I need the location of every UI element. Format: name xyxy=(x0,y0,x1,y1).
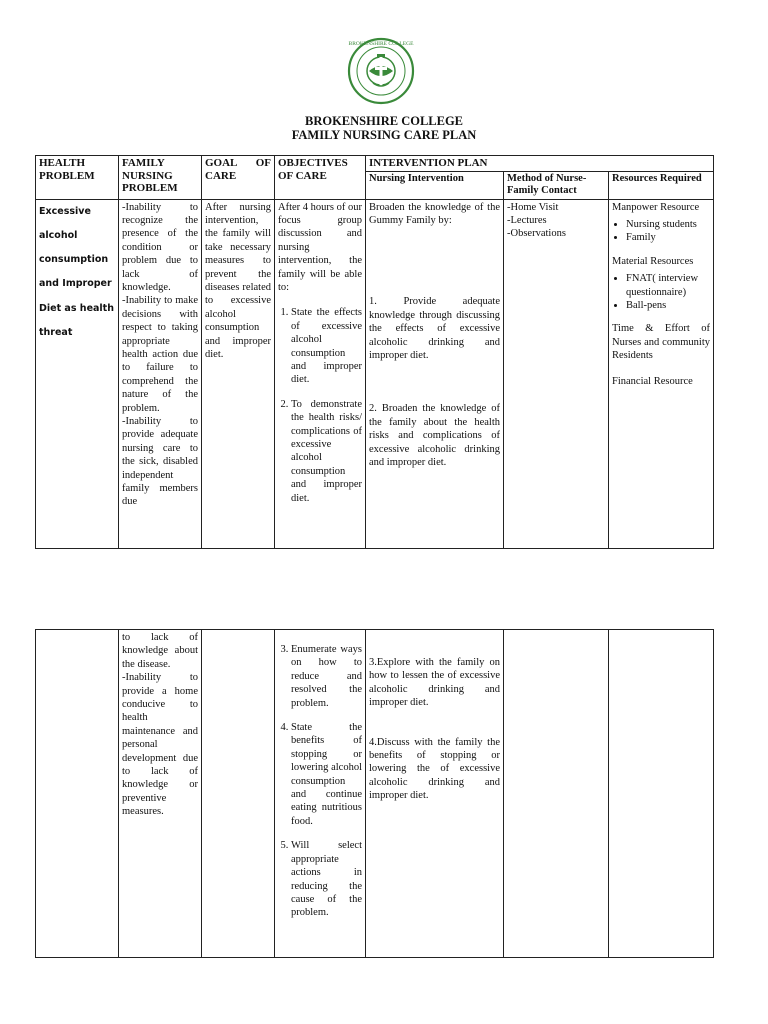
care-plan-table-page-1 xyxy=(35,155,714,549)
health-problem-line: Excessive xyxy=(39,205,91,217)
header-family-nursing-problem: FAMILY NURSING PROBLEM xyxy=(119,156,202,200)
header-objectives-of-care: OBJECTIVES OF CARE xyxy=(275,156,366,200)
objective-item: 2. To demonstrate the health risks/ complications of excessive alcohol consumption and improper diet. xyxy=(291,398,362,505)
college-name: BROKENSHIRE COLLEGE xyxy=(304,114,464,128)
resource-item: • Ball-pens xyxy=(626,299,710,312)
objective-item: 1. State the effects of excessive alcohol consumption and improper diet. xyxy=(291,306,362,386)
material-list xyxy=(612,272,710,312)
health-problem-line: threat xyxy=(39,326,73,338)
document-title: FAMILY NURSING CARE PLAN xyxy=(291,128,477,142)
objective-item: 5. Will select appropriate actions in reducing the cause of the problem. xyxy=(291,839,362,919)
goal-of-care-cell: After nursing intervention, the family will take necessary measures to prevent the diseases related to excessive alcohol consumption and improper diet. xyxy=(202,199,275,548)
objectives-cell-cont xyxy=(275,630,366,958)
resource-item: • Nursing students xyxy=(626,218,710,231)
health-problem-cell xyxy=(36,199,119,548)
resource-heading: Financial Resource xyxy=(612,375,693,387)
method-of-contact-cell xyxy=(504,199,609,548)
health-problem-line: Diet as health xyxy=(39,302,114,314)
method-item: -Home Visit xyxy=(507,201,559,213)
resources-cell-cont xyxy=(609,630,714,958)
health-problem-line: consumption xyxy=(39,254,109,266)
objectives-intro: After 4 hours of our focus group discussion and nursing intervention, the family will be able to: xyxy=(278,201,362,293)
problem-item: -Inability to provide adequate nursing care to the sick, disabled independent family members due xyxy=(122,416,198,508)
nursing-intervention-cell-cont xyxy=(366,630,504,958)
resource-heading: Material Resources xyxy=(612,255,694,267)
resource-item: • Family xyxy=(626,231,710,244)
resource-heading: Manpower Resource xyxy=(612,201,700,213)
header-health-problem: HEALTH PROBLEM xyxy=(36,156,119,200)
problem-item: to lack of knowledge about the disease. xyxy=(122,632,198,670)
problem-item: -Inability to provide a home conducive to health maintenance and personal development due to lack of knowledge or preventive measures. xyxy=(122,672,198,818)
nursing-intervention-cell xyxy=(366,199,504,548)
health-problem-line: alcohol xyxy=(39,229,78,241)
header-resources-required: Resources Required xyxy=(609,171,714,199)
problem-item: -Inability to make decisions with respect to taking appropriate health action due to failure to comprehend the nature of the problem. xyxy=(122,295,198,414)
intervention-item: 2. Broaden the knowledge of the family about the health risks and complications of excessive alcoholic drinking and improper diet. xyxy=(369,403,500,468)
document-heading xyxy=(0,114,768,142)
health-problem-cell-cont xyxy=(36,630,119,958)
method-item: -Observations xyxy=(507,228,566,240)
header-goal-of-care: GOAL OF CARE xyxy=(202,156,275,200)
intervention-item: 4.Discuss with the family the benefits of stopping or lowering the of excessive alcoholic drinking and improper diet. xyxy=(369,736,500,802)
college-seal-logo xyxy=(347,37,415,105)
svg-text:BROKENSHIRE COLLEGE: BROKENSHIRE COLLEGE xyxy=(348,41,414,47)
header-method-of-contact: Method of Nurse-Family Contact xyxy=(504,171,609,199)
intervention-item: 3.Explore with the family on how to lessen the of excessive alcoholic drinking and improper diet. xyxy=(369,657,500,709)
resource-heading: Time & Effort of Nurses and community Residents xyxy=(612,323,711,362)
header-intervention-plan: INTERVENTION PLAN xyxy=(366,156,714,172)
goal-of-care-cell-cont xyxy=(202,630,275,958)
intervention-intro: Broaden the knowledge of the Gummy Family by: xyxy=(369,201,500,226)
method-of-contact-cell-cont xyxy=(504,630,609,958)
care-plan-table-page-2 xyxy=(35,629,714,958)
resource-item: • FNAT( interview questionnaire) xyxy=(626,272,710,299)
objectives-list xyxy=(278,306,362,505)
family-nursing-problem-cell xyxy=(119,199,202,548)
family-nursing-problem-cell-cont xyxy=(119,630,202,958)
objectives-list-cont xyxy=(278,643,362,920)
resources-cell xyxy=(609,199,714,548)
manpower-list xyxy=(612,218,710,245)
objectives-cell xyxy=(275,199,366,548)
objective-item: 3. Enumerate ways on how to reduce and resolved the problem. xyxy=(291,643,362,710)
health-problem-line: and Improper xyxy=(39,278,112,290)
intervention-item: 1. Provide adequate knowledge through discussing the effects of excessive alcoholic drinking and improper diet. xyxy=(369,296,500,361)
problem-item: -Inability to recognize the presence of the condition or problem due to lack of knowledge. xyxy=(122,201,198,293)
header-nursing-intervention: Nursing Intervention xyxy=(366,171,504,199)
objective-item: 4. State the benefits of stopping or lowering alcohol consumption and continue eating nutritious food. xyxy=(291,721,362,828)
method-item: -Lectures xyxy=(507,214,547,226)
